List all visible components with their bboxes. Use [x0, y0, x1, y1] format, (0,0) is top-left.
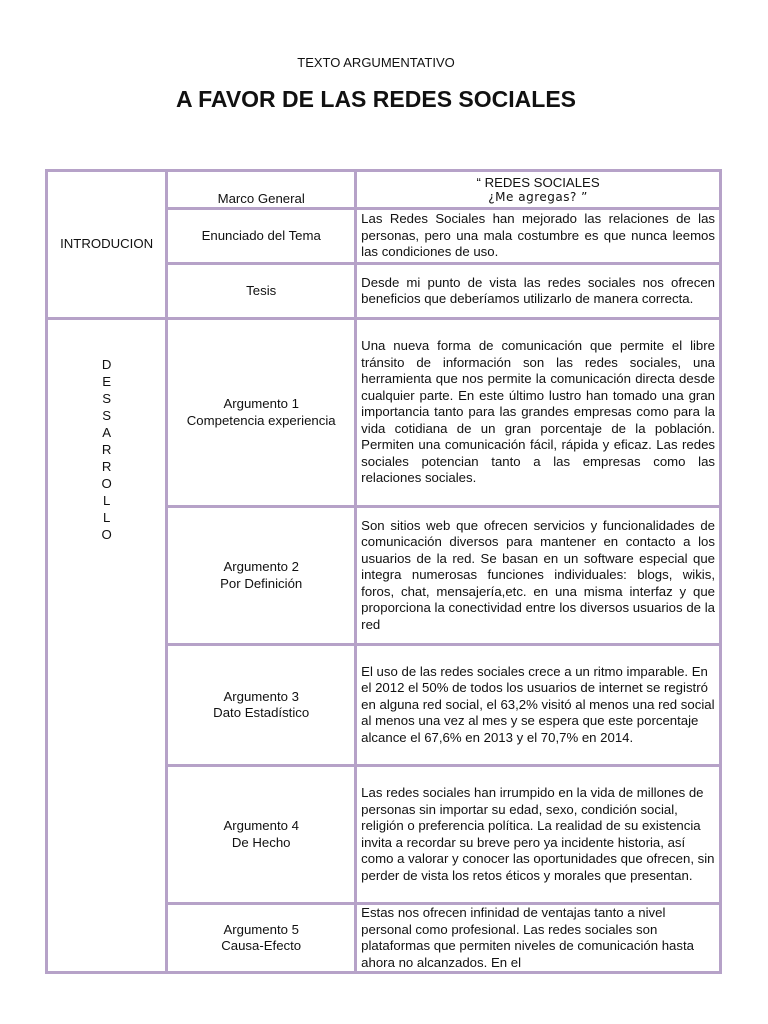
argumento-2-text: Son sitios web que ofrecen servicios y funcionalidades de comunicación diversos para mantener en contacto a los usuarios de la red. Se basan en un software especial que integra numerosas funciones individuales: blogs, wikis, foros, chat, mensajería,etc. en una misma interfaz y que proporciona la conectividad entre los diversos usuarios de la red	[357, 508, 719, 643]
argument-type: De Hecho	[231, 834, 291, 850]
section-letter: S	[102, 390, 111, 406]
argument-type: Causa-Efecto	[221, 938, 302, 953]
table-row	[48, 172, 719, 207]
section-letter: E	[102, 373, 111, 389]
argument-number: Argumento 5	[223, 921, 299, 937]
enunciado-text: Las Redes Sociales han mejorado las relaciones de las personas, pero una mala costumbre es que nunca leemos las condiciones de uso.	[357, 210, 719, 262]
argument-type: Dato Estadístico	[213, 705, 310, 720]
argumento-5-text	[357, 905, 719, 971]
section-letter: A	[102, 424, 111, 440]
tesis-text: Desde mi punto de vista las redes sociales nos ofrecen beneficios que deberíamos utilizarlo de manera correcta.	[357, 265, 719, 317]
argumento-4-text: Las redes sociales han irrumpido en la vida de millones de personas sin importar su edad, sexo, condición social, religión o preferencia política. La realidad de su existencia invita a recordar su breve pero ya incidente historia, así como a valorar y conocer las oportunidades que ofrecen, sin perder de vista los retos éticos y morales que presentan.	[357, 767, 719, 902]
topic-subtitle: ¿Me agregas? ”	[488, 189, 588, 204]
argument-number: Argumento 2	[223, 559, 299, 574]
table-row	[48, 320, 719, 505]
row-label-argumento-1	[168, 320, 354, 505]
row-label-enunciado: Enunciado del Tema	[168, 210, 354, 262]
argument-number: Argumento 3	[223, 688, 299, 704]
section-letter: L	[102, 492, 111, 508]
argumento-3-text: El uso de las redes sociales crece a un ritmo imparable. En el 2012 el 50% de todos los usuarios de internet se registró en alguna red social, el 63,2% visitó al menos una red social al menos una vez al mes y se espera que este porcentaje alcance el 67,6% en 2013 y el 70,7% en 2014.	[357, 646, 719, 764]
document-type-label: TEXTO ARGUMENTATIVO	[297, 55, 455, 70]
topic-cell	[357, 172, 719, 207]
row-label-argumento-4	[168, 767, 354, 902]
row-label-argumento-5	[168, 905, 354, 971]
row-label-tesis: Tesis	[168, 265, 354, 317]
row-label-argumento-3	[168, 646, 354, 764]
row-label-marco-general: Marco General	[168, 172, 354, 207]
argument-outline-table	[45, 169, 722, 974]
argumento-1-text: Una nueva forma de comunicación que permite el libre tránsito de información son las redes sociales, una herramienta que nos permite la comunicación directa desde cualquier parte. En este último lustro han tomado una gran importancia tanto para las grandes empresas como para la vida cotidiana de un gran porcentaje de la población. Permiten una comunicación fácil, rápida y eficaz. Las redes sociales potencian tanto a las empresas como las relaciones sociales.	[357, 320, 719, 505]
argument-number: Argumento 1	[223, 396, 299, 411]
section-letter: R	[101, 458, 112, 474]
section-letter: L	[102, 509, 111, 525]
argument-number: Argumento 4	[223, 818, 299, 833]
argument-type: Por Definición	[220, 575, 303, 591]
document-title: A FAVOR DE LAS REDES SOCIALES	[176, 86, 576, 112]
section-letter: S	[102, 407, 111, 423]
argument-type: Competencia experiencia	[186, 412, 336, 428]
development-section-label	[48, 320, 165, 971]
section-letter: O	[101, 475, 112, 491]
section-letter: R	[101, 441, 112, 457]
argumento-5-text-clip: Estas nos ofrecen infinidad de ventajas tanto a nivel personal como profesional. Las redes sociales son plataformas que permiten niveles de comunicación hasta ahora no alcanzados. En el	[361, 905, 694, 969]
section-letter: D	[101, 356, 112, 372]
topic-title: “ REDES SOCIALES	[476, 174, 600, 190]
section-letter: O	[101, 526, 112, 542]
introduction-section-label: INTRODUCION	[48, 172, 165, 317]
row-label-argumento-2	[168, 508, 354, 643]
